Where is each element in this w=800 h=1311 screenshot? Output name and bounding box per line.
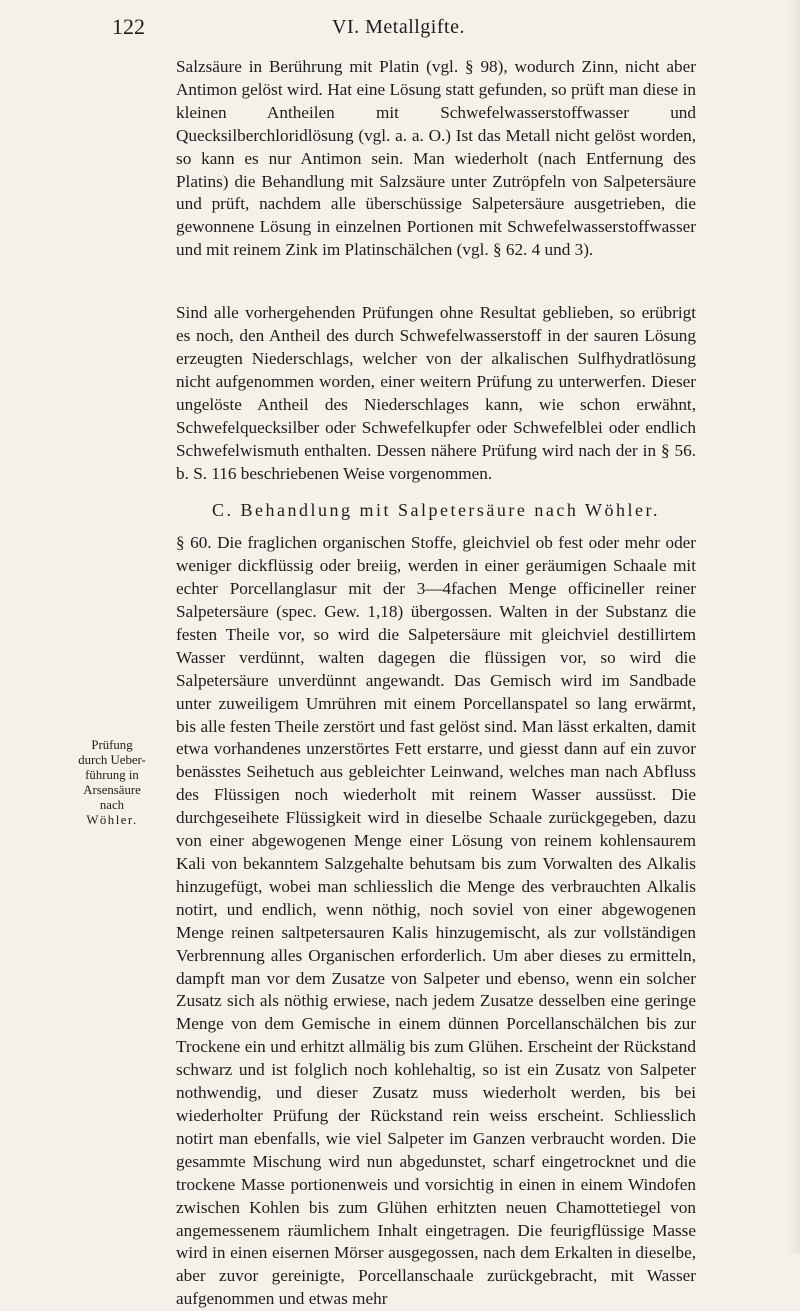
margin-note — [52, 738, 172, 828]
margin-note-line: Prüfung — [91, 738, 133, 752]
paragraph-section-60 — [176, 532, 696, 1311]
section-heading: C. Behandlung mit Salpetersäure nach Wöhler. — [211, 500, 661, 521]
margin-note-line: Wöhler. — [86, 813, 138, 827]
paragraph-antimony-test: Salzsäure in Berührung mit Platin (vgl. § 98), wodurch Zinn, nicht aber Antimon gelöst wird. Hat eine Lösung statt gefunden, so prüft man diese in kleinen Antheilen mit Schwefelwasserstoffwasser und Quecksilberchloridlösung (vgl. a. a. O.) Ist das Metall nicht gelöst worden, so kann es nur Antimon sein. Man wiederholt (nach Entfernung des Platins) die Behandlung mit Salzsäure unter Zutröpfeln von Salpetersäure und prüft, nachdem alle überschüssige Salpetersäure ausgetrieben, die gewonnene Lösung in einzelnen Portionen mit Schwefelwasserstoffwasser und mit reinem Zink im Platinschälchen (vgl. § 62. 4 und 3). — [176, 57, 696, 260]
running-head: VI. Metallgifte. — [332, 16, 465, 38]
paragraph-text: Die fraglichen organischen Stoffe, gleichviel ob fest oder mehr oder weniger dickflüssig oder breiig, werden in einer geräumigen Schaale mit echter Porcellanglasur mit der 3—4fachen Menge officineller reiner Salpetersäure (spec. Gew. 1,18) übergossen. Walten in der Substanz die festen Theile vor, so wird die Salpetersäure mit gleichviel destillirtem Wasser verdünnt, walten dagegen die flüssigen vor, so wird die Salpetersäure unverdünnt angewandt. Das Gemisch wird im Sandbade unter zuweiligem Umrühren mit einem Porcellanspatel so lang erwärmt, bis alle festen Theile zerstört und fast gelöst sind. Man lässt erkalten, damit etwa vorhandenes unzerstörtes Fett erstarre, und giesst dann auf ein zuvor benässtes Seihetuch aus gebleichter Leinwand, welches man nach Abfluss des Flüssigen noch wiederholt mit reinem Wasser aussüsst. Die durchgeseihete Flüssigkeit wird in dieselbe Schaale zurückgegeben, dazu von einer abgewogenen Menge einer Lösung von reinem kohlensaurem Kali von bekanntem Salzgehalte behutsam bis zum Vorwalten des Alkalis hinzugefügt, wobei man schliesslich die Menge des verbrauchten Alkalis notirt, und endlich, wenn nöthig, noch soviel von einer abgewogenen Menge reinen saltpetersauren Kalis hinzugemischt, als zur vollständigen Verbrennung alles Organischen erforderlich. Um aber dieses zu ermitteln, dampft man vor dem Zusatze von Salpeter und ebenso, wenn ein solcher Zusatz sich als nöthig erwiese, nach jedem Zusatze desselben eine geringe Menge von dem Gemische in einem dünnen Porcellanschälchen bis zur Trockene ein und erhitzt allmälig bis zum Glühen. Erscheint der Rückstand schwarz und ist folglich noch kohlehaltig, so ist ein Zusatz von Salpeter nothwendig, und dieser Zusatz muss wiederholt werden, bis bei wiederholter Prüfung der Rückstand rein weiss erscheint. Schliesslich notirt man ebenfalls, wie viel Salpeter im Ganzen verbraucht worden. Die gesammte Mischung wird nun abgedunstet, scharf eingetrocknet und die trockene Masse portionenweis und vorsichtig in einen in einem Windofen zwischen Kohlen bis zum Glühen erhitzten neuen Chamottetiegel von angemessenem räumlichem Inhalt eingetragen. Die feurigflüssige Masse wird in einen eisernen Mörser ausgegossen, nach dem Erkalten in dieselbe, aber zuvor gereinigte, Porcellanschaale zurückgebracht, mit Wasser aufgenommen und etwas mehr — [176, 533, 697, 1309]
margin-note-line: Arsensäure — [83, 783, 141, 797]
page-number: 122 — [112, 14, 145, 39]
margin-note-line: durch Ueber- — [78, 753, 146, 767]
margin-note-line: führung in — [85, 768, 139, 782]
paragraph-number: § 60. — [176, 533, 212, 553]
margin-note-line: nach — [99, 798, 125, 812]
paragraph-remaining-precipitate: Sind alle vorhergehenden Prüfungen ohne Resultat geblieben, so erübrigt es noch, den Antheil des durch Schwefelwasserstoff in der sauren Lösung erzeugten Niederschlags, welcher von der alkalischen Sulfhydratlösung nicht aufgenommen worden, einer weitern Prüfung zu unterwerfen. Dieser ungelöste Antheil des Niederschlages kann, wie schon erwähnt, Schwefelquecksilber oder Schwefelkupfer oder Schwefelblei oder endlich Schwefelwismuth enthalten. Dessen nähere Prüfung wird nach der in § 56. b. S. 116 beschriebenen Weise vorgenommen. — [176, 303, 696, 483]
paragraph-gap — [176, 262, 696, 302]
page-edge-shadow — [786, 0, 800, 1254]
page-body — [176, 56, 696, 1311]
page-header — [112, 14, 672, 40]
